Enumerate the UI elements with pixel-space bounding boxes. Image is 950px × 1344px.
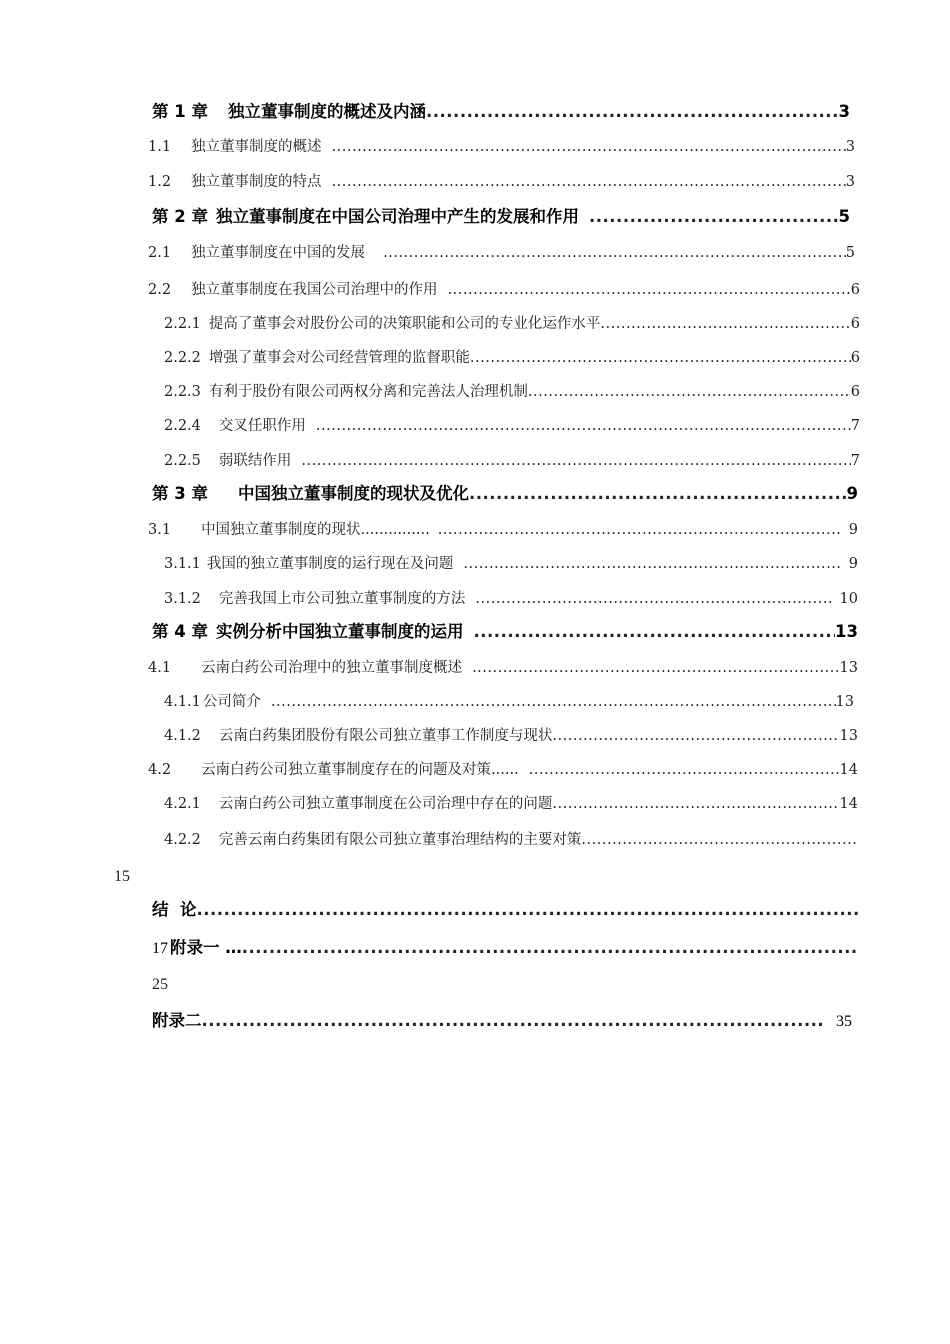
toc-leader bbox=[301, 449, 850, 473]
toc-appendix-1[interactable] bbox=[152, 936, 858, 960]
toc-page-number: 14 bbox=[839, 796, 858, 812]
toc-title: 我国的独立董事制度的运行现在及问题 bbox=[206, 556, 454, 572]
toc-section-4-2[interactable] bbox=[148, 758, 858, 782]
toc-leader bbox=[316, 414, 851, 438]
toc-section-3-1[interactable] bbox=[148, 518, 858, 542]
toc-title: 附录二 bbox=[152, 1011, 202, 1030]
toc-number: 4.2 bbox=[148, 762, 172, 778]
toc-leader bbox=[426, 100, 839, 124]
toc-page-number: 3 bbox=[845, 139, 855, 155]
toc-page-number: 13 bbox=[835, 622, 858, 641]
toc-number: 2.2.3 bbox=[164, 384, 201, 400]
toc-leader bbox=[552, 724, 839, 748]
toc-title: 公司简介 bbox=[202, 694, 261, 710]
toc-section-4-1[interactable] bbox=[148, 656, 858, 680]
toc-section-2-2[interactable] bbox=[148, 278, 860, 302]
toc-page-number: 35 bbox=[836, 1013, 852, 1030]
toc-subsection-2-2-4[interactable] bbox=[164, 414, 860, 438]
toc-subsection-2-2-1[interactable] bbox=[164, 312, 860, 336]
toc-title: 独立董事制度的概述及内涵 bbox=[227, 102, 426, 121]
toc-leader bbox=[472, 656, 839, 680]
toc-leader bbox=[448, 278, 851, 302]
toc-page-number: 10 bbox=[839, 591, 858, 607]
toc-chapter-4[interactable] bbox=[152, 620, 858, 644]
toc-leader bbox=[242, 936, 858, 960]
toc-number: 第 3 章 bbox=[152, 484, 208, 503]
toc-number: 4.2.2 bbox=[164, 832, 201, 848]
toc-page-number: 14 bbox=[839, 762, 858, 778]
toc-title: 附录一 … bbox=[170, 938, 242, 957]
toc-number: 4.1 bbox=[148, 660, 172, 676]
toc-page-number: 7 bbox=[850, 418, 860, 434]
toc-page-number: 9 bbox=[848, 522, 858, 538]
toc-title: 独立董事制度的概述 bbox=[191, 139, 322, 155]
toc-page-number: 13 bbox=[835, 694, 854, 710]
toc-leader bbox=[600, 312, 850, 336]
toc-conclusion[interactable] bbox=[152, 898, 858, 922]
toc-page-number: 6 bbox=[850, 282, 860, 298]
toc-section-1-1[interactable] bbox=[148, 135, 855, 159]
toc-number: 2.2.4 bbox=[164, 418, 201, 434]
toc-title: 云南白药公司治理中的独立董事制度概述 bbox=[201, 660, 463, 676]
toc-title: 独立董事制度在中国公司治理中产生的发展和作用 bbox=[215, 207, 579, 226]
toc-number: 1.2 bbox=[148, 174, 172, 190]
toc-number: 4.1.2 bbox=[164, 728, 201, 744]
toc-leader bbox=[332, 170, 846, 194]
toc-chapter-2[interactable] bbox=[152, 205, 850, 229]
toc-title: 增强了董事会对公司经营管理的监督职能 bbox=[208, 350, 470, 366]
toc-appendix-2[interactable] bbox=[152, 1009, 852, 1033]
toc-page-number: 3 bbox=[838, 102, 850, 121]
toc-wrapped-page-number: 15 bbox=[114, 868, 130, 885]
toc-subsection-2-2-2[interactable] bbox=[164, 346, 860, 370]
toc-leader bbox=[528, 380, 851, 404]
toc-subsection-4-1-2[interactable] bbox=[164, 724, 858, 748]
toc-leader bbox=[473, 620, 835, 644]
toc-leader bbox=[581, 828, 858, 852]
toc-title: 云南白药公司独立董事制度在公司治理中存在的问题 bbox=[218, 796, 553, 812]
toc-number: 2.2.5 bbox=[164, 453, 201, 469]
toc-title: 中国独立董事制度的现状 bbox=[201, 522, 361, 538]
toc-subsection-2-2-3[interactable] bbox=[164, 380, 860, 404]
toc-title: 完善我国上市公司独立董事制度的方法 bbox=[218, 591, 466, 607]
toc-title: 交叉任职作用 bbox=[218, 418, 306, 434]
toc-section-1-2[interactable] bbox=[148, 170, 855, 194]
toc-page-number: 6 bbox=[850, 384, 860, 400]
toc-number: 第 2 章 bbox=[152, 207, 208, 226]
toc-page-number: 13 bbox=[839, 660, 858, 676]
toc-leader bbox=[475, 587, 831, 611]
toc-page-number: 9 bbox=[846, 484, 858, 503]
toc-subsection-3-1-2[interactable] bbox=[164, 587, 858, 611]
toc-leader bbox=[469, 482, 847, 506]
toc-chapter-1[interactable] bbox=[152, 100, 850, 124]
toc-subsection-3-1-1[interactable] bbox=[164, 552, 858, 576]
toc-leader bbox=[529, 758, 840, 782]
toc-mid-dots: ............... bbox=[360, 522, 430, 538]
toc-leader bbox=[470, 346, 851, 370]
toc-subsection-2-2-5[interactable] bbox=[164, 449, 860, 473]
toc-leader bbox=[197, 898, 859, 922]
toc-page-number: 5 bbox=[838, 207, 850, 226]
toc-title: 有利于股份有限公司两权分离和完善法人治理机制 bbox=[208, 384, 528, 400]
toc-page-number: 5 bbox=[845, 245, 855, 261]
toc-title: 云南白药集团股份有限公司独立董事工作制度与现状 bbox=[218, 728, 553, 744]
toc-conclusion-page-number: 17 bbox=[152, 940, 168, 957]
toc-number: 3.1 bbox=[148, 522, 172, 538]
toc-title: 独立董事制度在中国的发展 bbox=[191, 245, 366, 261]
toc-title: 实例分析中国独立董事制度的运用 bbox=[215, 622, 464, 641]
toc-leader bbox=[202, 1009, 823, 1033]
toc-title: 结 论 bbox=[152, 900, 197, 919]
toc-number: 3.1.2 bbox=[164, 591, 201, 607]
toc-number: 1.1 bbox=[148, 139, 172, 155]
toc-subsection-4-2-2[interactable] bbox=[164, 828, 858, 852]
toc-page-number: 9 bbox=[848, 556, 858, 572]
toc-mid-dots: ...... bbox=[491, 762, 519, 778]
toc-page-number: 6 bbox=[850, 350, 860, 366]
toc-leader bbox=[332, 135, 846, 159]
toc-title: 云南白药公司独立董事制度存在的问题及对策 bbox=[201, 762, 492, 778]
toc-title: 弱联结作用 bbox=[218, 453, 292, 469]
toc-title: 独立董事制度的特点 bbox=[191, 174, 322, 190]
toc-leader bbox=[589, 205, 839, 229]
toc-number: 2.2.2 bbox=[164, 350, 201, 366]
toc-chapter-3[interactable] bbox=[152, 482, 858, 506]
toc-page-number: 13 bbox=[839, 728, 858, 744]
toc-number: 3.1.1 bbox=[164, 556, 201, 572]
toc-subsection-4-1-1[interactable] bbox=[164, 690, 854, 714]
toc-leader bbox=[463, 552, 840, 576]
toc-title: 提高了董事会对股份公司的决策职能和公司的专业化运作水平 bbox=[208, 316, 601, 332]
toc-subsection-4-2-1[interactable] bbox=[164, 792, 858, 816]
toc-page-number: 6 bbox=[850, 316, 860, 332]
toc-number: 第 4 章 bbox=[152, 622, 208, 641]
toc-title: 独立董事制度在我国公司治理中的作用 bbox=[191, 282, 438, 298]
toc-leader bbox=[438, 518, 841, 542]
toc-page-number: 7 bbox=[850, 453, 860, 469]
toc-number: 2.2.1 bbox=[164, 316, 201, 332]
toc-title: 完善云南白药集团有限公司独立董事治理结构的主要对策 bbox=[218, 832, 582, 848]
toc-title: 中国独立董事制度的现状及优化 bbox=[237, 484, 469, 503]
toc-number: 4.2.1 bbox=[164, 796, 201, 812]
toc-section-2-1[interactable] bbox=[148, 241, 855, 265]
toc-leader bbox=[271, 690, 836, 714]
toc-number: 2.1 bbox=[148, 245, 172, 261]
toc-number: 第 1 章 bbox=[152, 102, 208, 121]
toc-leader bbox=[552, 792, 839, 816]
toc-leader bbox=[383, 241, 846, 265]
toc-wrapped-page-number: 25 bbox=[152, 976, 168, 993]
toc-number: 4.1.1 bbox=[164, 694, 201, 710]
toc-number: 2.2 bbox=[148, 282, 172, 298]
toc-page-number: 3 bbox=[845, 174, 855, 190]
